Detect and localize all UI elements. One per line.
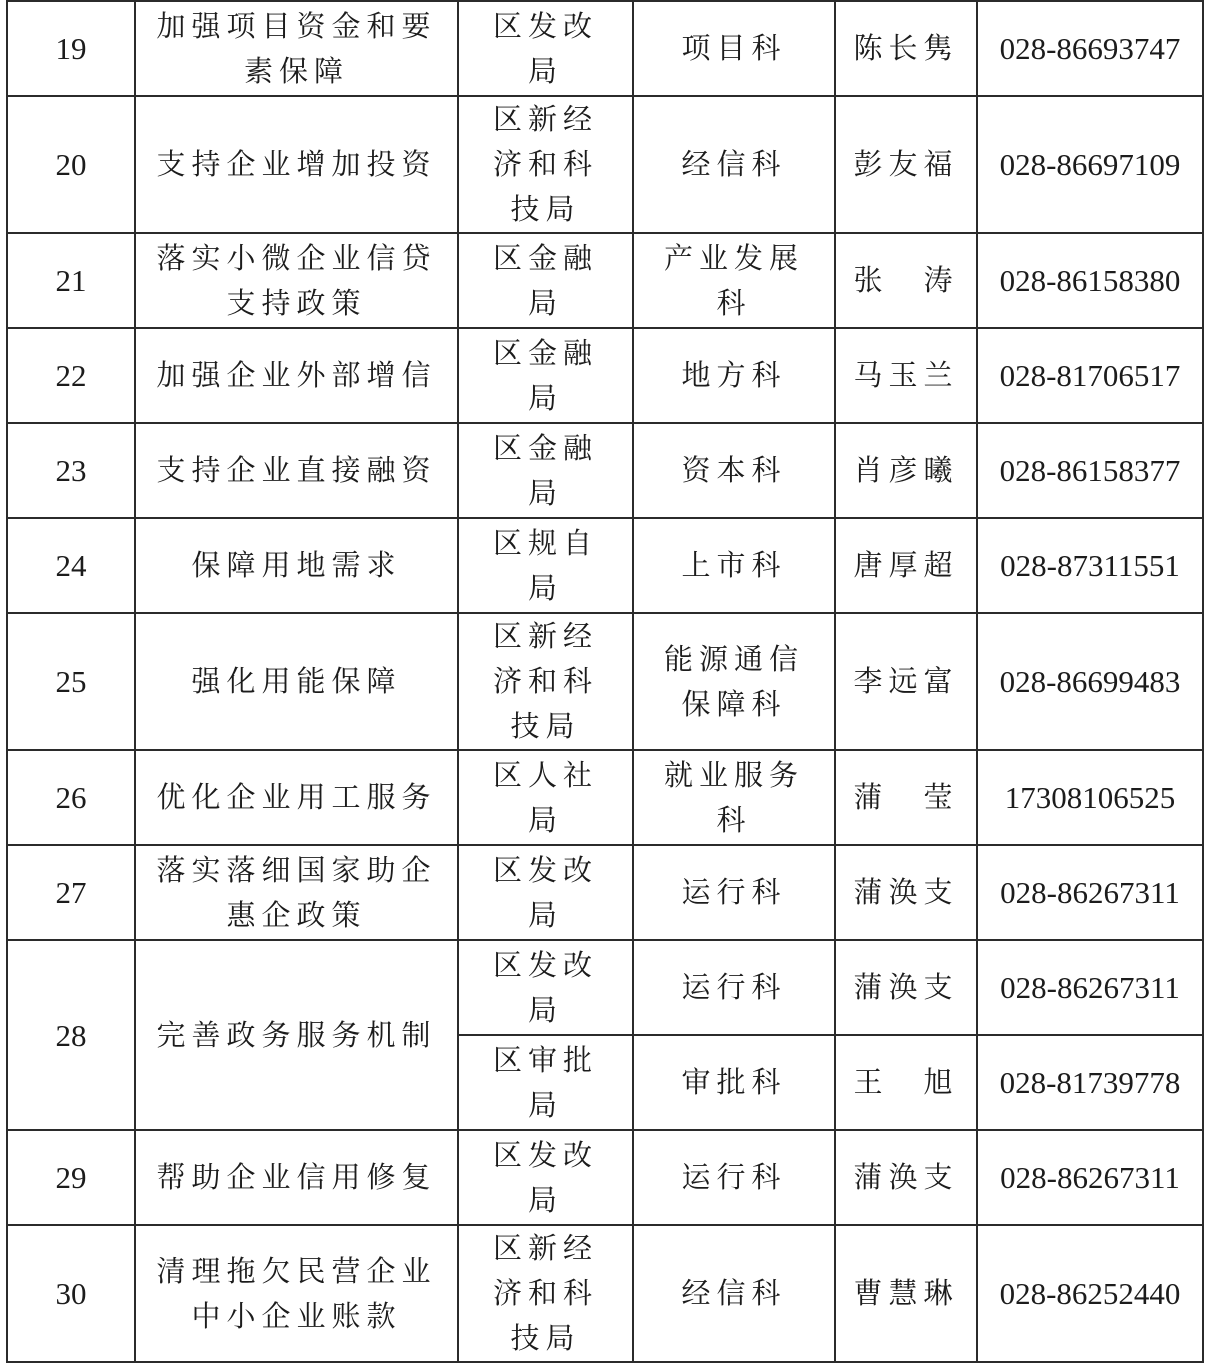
department: 区金融局 (458, 233, 633, 328)
contact-person: 彭友福 (835, 96, 977, 233)
department: 区发改局 (458, 940, 633, 1035)
contact-person: 曹慧琳 (835, 1225, 977, 1362)
table-row (7, 613, 1203, 750)
section: 经信科 (633, 96, 835, 233)
row-number: 27 (7, 845, 135, 940)
row-number: 25 (7, 613, 135, 750)
contact-table-container (6, 0, 1202, 1363)
table-row (7, 518, 1203, 613)
contact-person: 蒲涣支 (835, 1130, 977, 1225)
department: 区审批局 (458, 1035, 633, 1130)
section: 运行科 (633, 845, 835, 940)
row-number: 20 (7, 96, 135, 233)
department: 区新经济和科技局 (458, 613, 633, 750)
section: 产业发展科 (633, 233, 835, 328)
contact-person: 蒲涣支 (835, 845, 977, 940)
department: 区新经济和科技局 (458, 96, 633, 233)
section: 运行科 (633, 940, 835, 1035)
department: 区金融局 (458, 328, 633, 423)
task-item: 落实落细国家助企惠企政策 (135, 845, 458, 940)
task-item: 加强企业外部增信 (135, 328, 458, 423)
row-number: 29 (7, 1130, 135, 1225)
phone-number: 028-86267311 (977, 1130, 1203, 1225)
phone-number: 17308106525 (977, 750, 1203, 845)
row-number: 21 (7, 233, 135, 328)
contact-table (6, 0, 1204, 1363)
task-item: 加强项目资金和要素保障 (135, 1, 458, 96)
contact-person: 王 旭 (835, 1035, 977, 1130)
task-item: 支持企业增加投资 (135, 96, 458, 233)
section: 资本科 (633, 423, 835, 518)
table-row (7, 96, 1203, 233)
table-row (7, 940, 1203, 1035)
table-row (7, 233, 1203, 328)
phone-number: 028-87311551 (977, 518, 1203, 613)
section: 经信科 (633, 1225, 835, 1362)
row-number: 23 (7, 423, 135, 518)
phone-number: 028-86252440 (977, 1225, 1203, 1362)
contact-person: 李远富 (835, 613, 977, 750)
section: 就业服务科 (633, 750, 835, 845)
section: 运行科 (633, 1130, 835, 1225)
table-row (7, 1130, 1203, 1225)
phone-number: 028-86267311 (977, 940, 1203, 1035)
section: 上市科 (633, 518, 835, 613)
phone-number: 028-86699483 (977, 613, 1203, 750)
task-item: 完善政务服务机制 (135, 940, 458, 1130)
contact-person: 陈长隽 (835, 1, 977, 96)
section: 地方科 (633, 328, 835, 423)
task-item: 落实小微企业信贷支持政策 (135, 233, 458, 328)
department: 区规自局 (458, 518, 633, 613)
department: 区发改局 (458, 1, 633, 96)
table-row (7, 1, 1203, 96)
contact-person: 蒲 莹 (835, 750, 977, 845)
section: 审批科 (633, 1035, 835, 1130)
section: 能源通信保障科 (633, 613, 835, 750)
table-row (7, 750, 1203, 845)
phone-number: 028-86697109 (977, 96, 1203, 233)
table-row (7, 1225, 1203, 1362)
phone-number: 028-86267311 (977, 845, 1203, 940)
row-number: 28 (7, 940, 135, 1130)
contact-person: 肖彦曦 (835, 423, 977, 518)
row-number: 22 (7, 328, 135, 423)
task-item: 优化企业用工服务 (135, 750, 458, 845)
phone-number: 028-86693747 (977, 1, 1203, 96)
contact-person: 蒲涣支 (835, 940, 977, 1035)
department: 区发改局 (458, 1130, 633, 1225)
section: 项目科 (633, 1, 835, 96)
department: 区新经济和科技局 (458, 1225, 633, 1362)
row-number: 24 (7, 518, 135, 613)
department: 区人社局 (458, 750, 633, 845)
task-item: 保障用地需求 (135, 518, 458, 613)
contact-person: 马玉兰 (835, 328, 977, 423)
phone-number: 028-86158377 (977, 423, 1203, 518)
task-item: 支持企业直接融资 (135, 423, 458, 518)
task-item: 强化用能保障 (135, 613, 458, 750)
phone-number: 028-81706517 (977, 328, 1203, 423)
department: 区发改局 (458, 845, 633, 940)
department: 区金融局 (458, 423, 633, 518)
row-number: 30 (7, 1225, 135, 1362)
contact-person: 张 涛 (835, 233, 977, 328)
table-row (7, 423, 1203, 518)
phone-number: 028-81739778 (977, 1035, 1203, 1130)
table-row (7, 845, 1203, 940)
row-number: 26 (7, 750, 135, 845)
task-item: 帮助企业信用修复 (135, 1130, 458, 1225)
table-row (7, 328, 1203, 423)
task-item: 清理拖欠民营企业中小企业账款 (135, 1225, 458, 1362)
contact-person: 唐厚超 (835, 518, 977, 613)
row-number: 19 (7, 1, 135, 96)
phone-number: 028-86158380 (977, 233, 1203, 328)
